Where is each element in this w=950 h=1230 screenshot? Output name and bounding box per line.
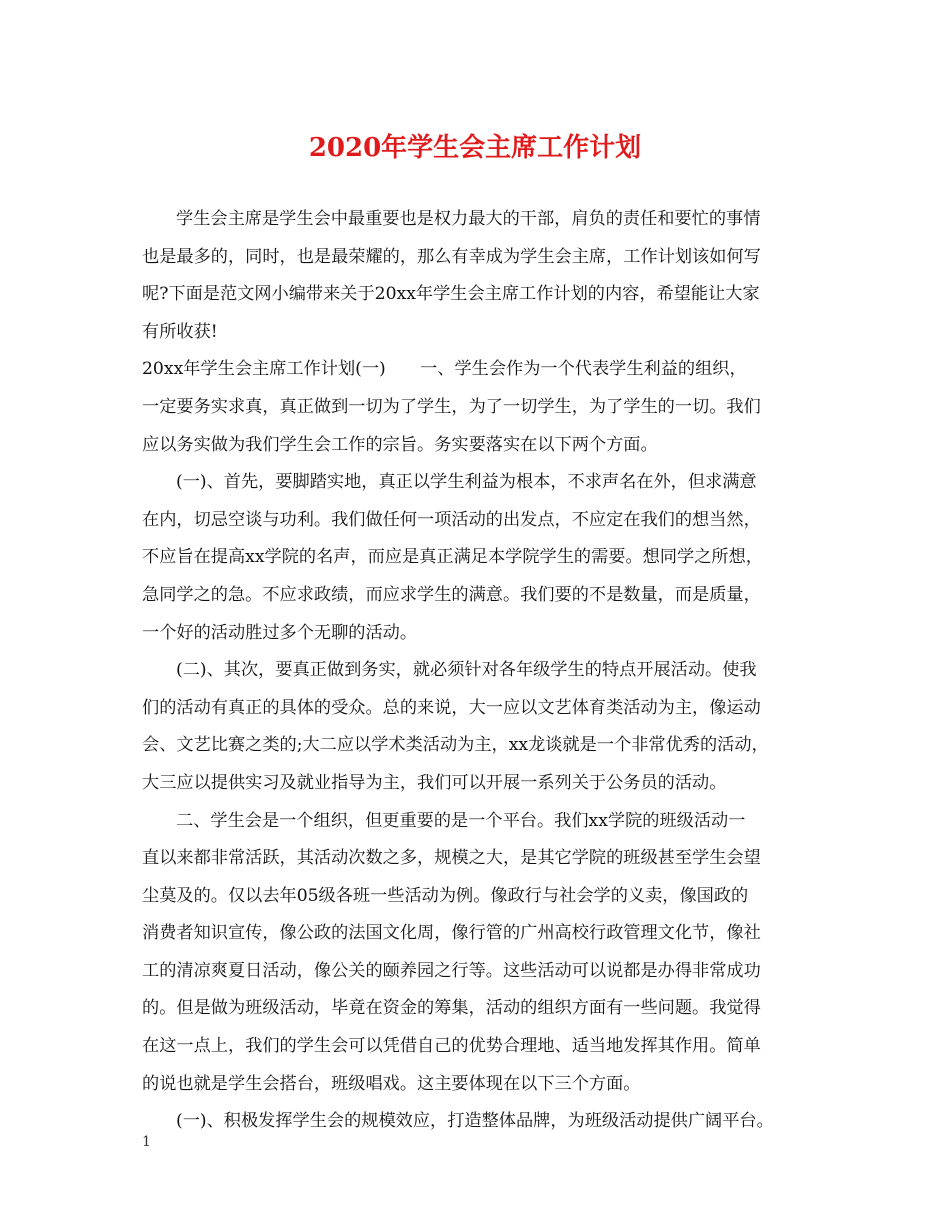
text-line: (一)、首先，要脚踏实地，真正以学生利益为根本，不求声名在外，但求满意 [176, 472, 757, 493]
text-line: 学生会主席是学生会中最重要也是权力最大的干部，肩负的责任和要忙的事情 [176, 209, 761, 229]
text-line: 在这一点上，我们的学生会可以凭借自己的优势合理地、适当地发挥其作用。简单 [142, 1036, 761, 1057]
text-line: 直以来都非常活跃，其活动次数之多，规模之大，是其它学院的班级甚至学生会望 [142, 848, 761, 869]
text-line: 不应旨在提高xx学院的名声，而应是真正满足本学院学生的需要。想同学之所想， [142, 547, 763, 568]
text-line: 一个好的活动胜过多个无聊的活动。 [142, 622, 418, 643]
text-line: 呢?下面是范文网小编带来关于20xx年学生会主席工作计划的内容，希望能让大家 [142, 284, 760, 305]
text-line: 有所收获! [142, 321, 218, 342]
text-line: 的说也就是学生会搭台，班级唱戏。这主要体现在以下三个方面。 [142, 1073, 641, 1094]
text-line: 的。但是做为班级活动，毕竟在资金的筹集，活动的组织方面有一些问题。我觉得 [142, 998, 761, 1019]
document-body [142, 201, 832, 1141]
text-line: 急同学之的急。不应求政绩，而应求学生的满意。我们要的不是数量，而是质量， [142, 584, 761, 605]
page-number: 1 [142, 1134, 151, 1150]
text-line: 会、文艺比赛之类的;大二应以学术类活动为主，xx龙谈就是一个非常优秀的活动， [142, 735, 769, 756]
text-line: 20xx年学生会主席工作计划(一) 一、学生会作为一个代表学生利益的组织， [142, 359, 747, 380]
text-line: 一定要务实求真，真正做到一切为了学生，为了一切学生，为了学生的一切。我们 [142, 396, 761, 417]
text-line: (一)、积极发挥学生会的规模效应，打造整体品牌，为班级活动提供广阔平台。 [176, 1111, 774, 1132]
document-title: 2020年学生会主席工作计划 [308, 133, 642, 163]
text-line: (二)、其次，要真正做到务实，就必须针对各年级学生的特点开展活动。使我 [176, 660, 757, 681]
text-line: 消费者知识宣传，像公政的法国文化周，像行管的广州高校行政管理文化节，像社 [142, 923, 761, 944]
text-line: 应以务实做为我们学生会工作的宗旨。务实要落实在以下两个方面。 [142, 434, 658, 455]
text-line: 工的清凉爽夏日活动，像公关的颐养园之行等。这些活动可以说都是办得非常成功 [142, 960, 761, 981]
text-line: 在内，切忌空谈与功利。我们做任何一项活动的出发点，不应定在我们的想当然， [142, 509, 761, 530]
text-line: 尘莫及的。仅以去年05级各班一些活动为例。像政行与社会学的义卖，像国政的 [142, 885, 749, 906]
text-line: 们的活动有真正的具体的受众。总的来说，大一应以文艺体育类活动为主，像运动 [142, 697, 761, 718]
text-line: 大三应以提供实习及就业指导为主，我们可以开展一系列关于公务员的活动。 [142, 772, 727, 793]
text-line: 也是最多的，同时，也是最荣耀的，那么有幸成为学生会主席，工作计划该如何写 [142, 246, 761, 267]
text-line: 二、学生会是一个组织，但更重要的是一个平台。我们xx学院的班级活动一 [176, 810, 746, 831]
